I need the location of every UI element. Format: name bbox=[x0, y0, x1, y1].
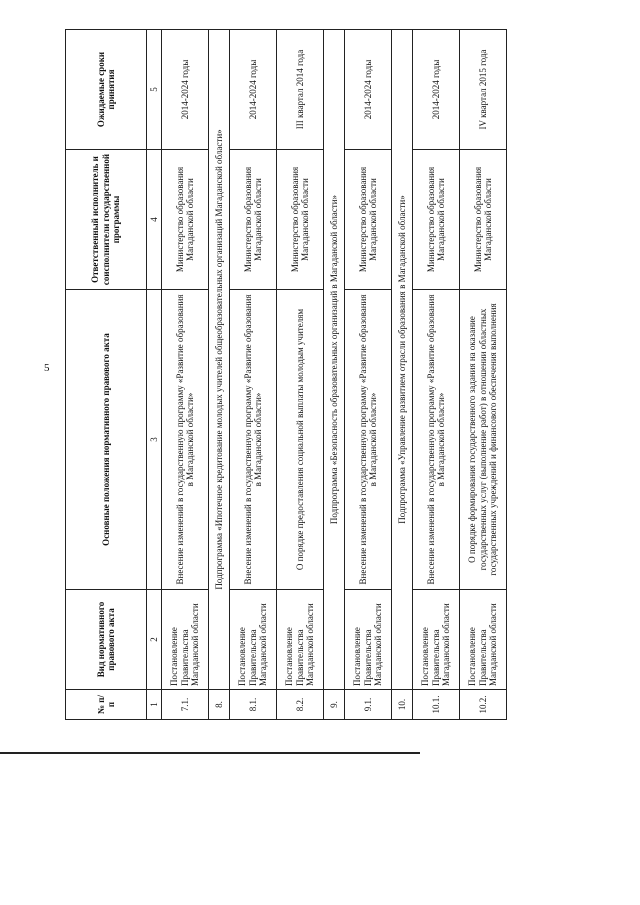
header-executor: Ответственный исполнитель и соисполнители государственной программы bbox=[66, 150, 147, 290]
act-type: Постановление Правительства Магаданской области bbox=[162, 590, 209, 690]
act-executor: Министерство образования Магаданской области bbox=[345, 150, 392, 290]
subprogram-row bbox=[392, 30, 413, 720]
table-row bbox=[413, 30, 460, 720]
act-term: 2014-2024 годы bbox=[162, 30, 209, 150]
subprogram-row bbox=[209, 30, 230, 720]
act-content: О порядке предоставления социальной выплаты молодым учителям bbox=[277, 290, 324, 590]
act-executor: Министерство образования Магаданской области bbox=[413, 150, 460, 290]
act-content: Внесение изменений в государственную программу «Развитие образования в Магаданской области» bbox=[162, 290, 209, 590]
subprogram-title: Подпрограмма «Ипотечное кредитование молодых учителей общеобразовательных организаций Магаданской области» bbox=[209, 30, 230, 690]
row-number: 10. bbox=[392, 690, 413, 720]
table-row bbox=[460, 30, 507, 720]
act-term: 2014-2024 годы bbox=[345, 30, 392, 150]
act-term: III квартал 2014 года bbox=[277, 30, 324, 150]
row-number: 7.1. bbox=[162, 690, 209, 720]
act-content: Внесение изменений в государственную программу «Развитие образования в Магаданской области» bbox=[413, 290, 460, 590]
act-content: Внесение изменений в государственную программу «Развитие образования в Магаданской области» bbox=[345, 290, 392, 590]
table-row bbox=[277, 30, 324, 720]
table-header-row bbox=[66, 30, 147, 720]
column-number: 4 bbox=[147, 150, 162, 290]
act-executor: Министерство образования Магаданской области bbox=[230, 150, 277, 290]
act-type: Постановление Правительства Магаданской области bbox=[230, 590, 277, 690]
act-type: Постановление Правительства Магаданской области bbox=[277, 590, 324, 690]
header-term: Ожидаемые сроки принятия bbox=[66, 30, 147, 150]
table-row bbox=[345, 30, 392, 720]
row-number: 8. bbox=[209, 690, 230, 720]
row-number: 9.1. bbox=[345, 690, 392, 720]
table-row bbox=[230, 30, 277, 720]
act-type: Постановление Правительства Магаданской области bbox=[413, 590, 460, 690]
row-number: 8.1. bbox=[230, 690, 277, 720]
page-number: 5 bbox=[44, 362, 50, 374]
row-number: 10.1. bbox=[413, 690, 460, 720]
column-number: 2 bbox=[147, 590, 162, 690]
act-executor: Министерство образования Магаданской области bbox=[162, 150, 209, 290]
act-term: IV квартал 2015 года bbox=[460, 30, 507, 150]
column-numbers-row bbox=[147, 30, 162, 720]
header-act-type: Вид нормативного правового акта bbox=[66, 590, 147, 690]
act-executor: Министерство образования Магаданской области bbox=[277, 150, 324, 290]
act-content: О порядке формирования государственного задания на оказание государственных услуг (выполнение работ) в отношении областных государственных учреждений и финансового обеспечения выполнения bbox=[460, 290, 507, 590]
act-term: 2014-2024 годы bbox=[413, 30, 460, 150]
header-provisions: Основные положения нормативного правового акта bbox=[66, 290, 147, 590]
act-executor: Министерство образования Магаданской области bbox=[460, 150, 507, 290]
header-number: № п/п bbox=[66, 690, 147, 720]
act-type: Постановление Правительства Магаданской области bbox=[460, 590, 507, 690]
subprogram-row bbox=[324, 30, 345, 720]
column-number: 3 bbox=[147, 290, 162, 590]
legal-acts-table bbox=[65, 29, 507, 720]
row-number: 10.2. bbox=[460, 690, 507, 720]
act-type: Постановление Правительства Магаданской области bbox=[345, 590, 392, 690]
row-number: 9. bbox=[324, 690, 345, 720]
table-row bbox=[162, 30, 209, 720]
column-number: 1 bbox=[147, 690, 162, 720]
act-content: Внесение изменений в государственную программу «Развитие образования в Магаданской области» bbox=[230, 290, 277, 590]
rotated-table-container bbox=[65, 30, 570, 720]
column-number: 5 bbox=[147, 30, 162, 150]
row-number: 8.2. bbox=[277, 690, 324, 720]
horizontal-rule bbox=[0, 752, 420, 754]
subprogram-title: Подпрограмма «Управление развитием отрасли образования в Магаданской области» bbox=[392, 30, 413, 690]
subprogram-title: Подпрограмма «Безопасность образовательных организаций в Магаданской области» bbox=[324, 30, 345, 690]
act-term: 2014-2024 годы bbox=[230, 30, 277, 150]
